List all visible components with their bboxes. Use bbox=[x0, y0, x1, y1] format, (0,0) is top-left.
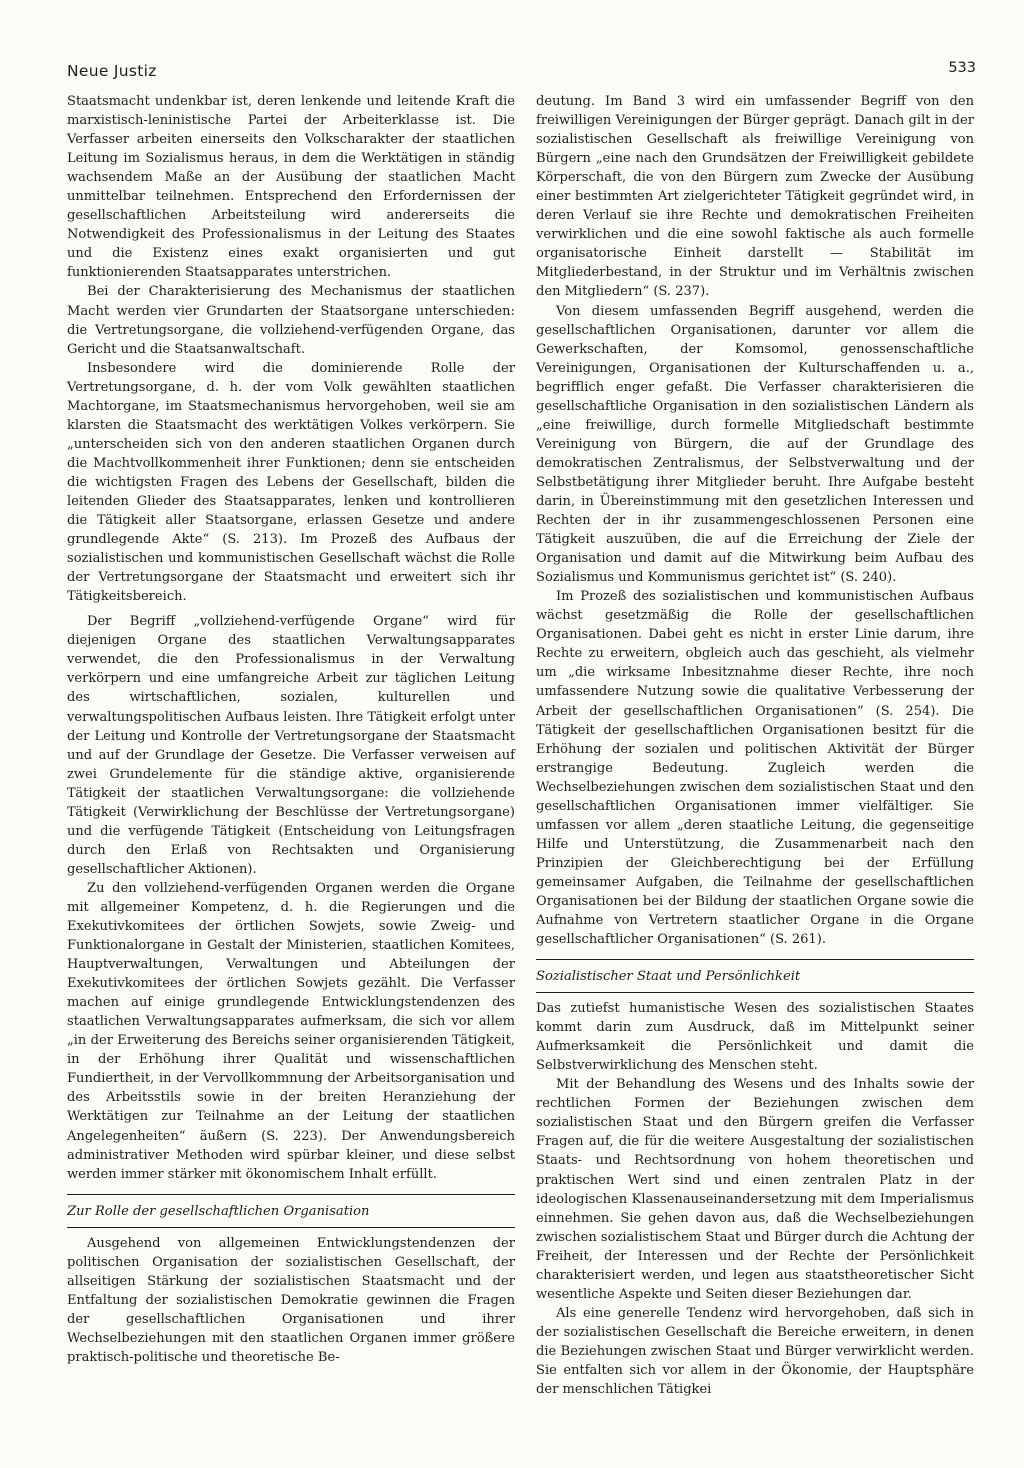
section-divider bbox=[67, 1194, 515, 1195]
paragraph: Das zutiefst humanistische Wesen des sozialistischen Staates kommt darin zum Ausdruck, daß im Mittelpunkt seiner Aufmerksamkeit die Persönlichkeit und damit die Selbstverwirklichung des Menschen steht. bbox=[536, 1001, 974, 1074]
paragraph: Der Begriff „vollziehend-verfügende Organe“ wird für diejenigen Organe des staatlichen Verwaltungsapparates verwendet, die den Professionalismus in der Verwaltung verkörpern und eine umfangreiche Arbeit zur täglichen Leitung des wirtschaftlichen, sozialen, kulturellen und verwaltungspolitischen Aufbaus leisten. Ihre Tätigkeit erfolgt unter der Leitung und Kontrolle der Vertretungsorgane der Staatsmacht und auf der Grundlage der Gesetze. Die Verfasser verweisen auf zwei Grundelemente für die ständige aktive, organisierende Tätigkeit der staatlichen Verwaltungsorgane: die vollziehende Tätigkeit (Verwirklichung der Beschlüsse der Vertretungsorgane) und die verfügende Tätigkeit (Entscheidung von Leitungsfragen durch den Erlaß von Rechtsakten und Organisierung gesellschaftlicher Aktionen). bbox=[67, 614, 515, 877]
left-column bbox=[67, 92, 515, 1367]
right-column bbox=[536, 92, 974, 1399]
section-divider bbox=[67, 1227, 515, 1228]
section-heading: Sozialistischer Staat und Persönlichkeit bbox=[536, 969, 801, 985]
paragraph: deutung. Im Band 3 wird ein umfassender Begriff von den freiwilligen Vereinigungen der Bürger geprägt. Danach gilt in der sozialistischen Gesellschaft als freiwillige Vereinigung von Bürgern „eine nach den Grundsätzen der Freiwilligkeit gebildete Körperschaft, die von den Bürgern zum Zwecke der Ausübung einer bestimmten Art zielgerichteter Tätigkeit gegründet wird, in deren Verlauf sie ihre Rechte und demokratischen Freiheiten verwirklichen und die eine sowohl faktische als auch formelle organisatorische Einheit darstellt — Stabilität im Mitgliederbestand, in der Struktur und im Verhältnis zwischen den Mitgliedern“ (S. 237). bbox=[536, 94, 974, 300]
section-divider bbox=[536, 992, 974, 993]
paragraph: Insbesondere wird die dominierende Rolle der Vertretungsorgane, d. h. der vom Volk gewählten staatlichen Machtorgane, im Staatsmechanismus hervorgehoben, weil sie am klarsten die Staatsmacht des werktätigen Volkes verkörpern. Sie „unterscheiden sich von den anderen staatlichen Organen durch die Machtvollkommenheit ihrer Funktionen; denn sie entscheiden die wichtigsten Fragen des Lebens der Gesellschaft, bilden die leitenden Glieder des Staatsapparates, lenken und kontrollieren die Tätigkeit aller Staatsorgane, erlassen Gesetze und andere grundlegende Akte“ (S. 213). Im Prozeß des Aufbaus der sozialistischen und kommunistischen Gesellschaft wächst die Rolle der Vertretungsorgane der Staatsmacht und erweitert sich ihr Tätigkeitsbereich. bbox=[67, 360, 515, 605]
journal-title: Neue Justiz bbox=[67, 62, 157, 80]
paragraph: Bei der Charakterisierung des Mechanismus der staatlichen Macht werden vier Grundarten der Staatsorgane unterschieden: die Vertretungsorgane, die vollziehend-verfügenden Organe, das Gericht und die Staatsanwaltschaft. bbox=[67, 284, 515, 357]
paragraph: Mit der Behandlung des Wesens und des Inhalts sowie der rechtlichen Formen der Beziehungen zwischen dem sozialistischen Staat und den Bürgern greifen die Verfasser Fragen auf, die für die weitere Ausgestaltung der sozialistischen Staats- und Rechtsordnung von hohem theoretischen und praktischen Wert sind und einen zentralen Platz in der ideologischen Klassenauseinandersetzung mit dem Imperialismus einnehmen. Sie gehen davon aus, daß die Wechselbeziehungen zwischen sozialistischem Staat und Bürger durch die Achtung der Freiheit, der Interessen und der Rechte der Persönlichkeit charakterisiert werden, und legen aus staatstheoretischer Sicht wesentliche Aspekte und Seiten dieser Beziehungen dar. bbox=[536, 1077, 974, 1302]
page-number: 533 bbox=[948, 60, 976, 76]
section-divider bbox=[536, 959, 974, 960]
paragraph: Im Prozeß des sozialistischen und kommunistischen Aufbaus wächst gesetzmäßig die Rolle der gesellschaftlichen Organisationen. Dabei geht es nicht in erster Linie darum, ihre Rechte zu erweitern, obgleich auch das geschieht, als vielmehr um „die wirksame Inbesitznahme dieser Rechte, ihre noch umfassendere Nutzung sowie die qualitative Verbesserung der Arbeit der gesellschaftlichen Organisationen“ (S. 254). Die Tätigkeit der gesellschaftlichen Organisationen besitzt für die Erhöhung der sozialen und politischen Aktivität der Bürger erstrangige Bedeutung. Zugleich werden die Wechselbeziehungen zwischen dem sozialistischen Staat und den gesellschaftlichen Organisationen immer vielfältiger. Sie umfassen vor allem „deren staatliche Leitung, die gegenseitige Hilfe und Unterstützung, die Zusammenarbeit nach den Prinzipien der Gleichberechtigung bei der Erfüllung gemeinsamer Aufgaben, die Teilnahme der gesellschaftlichen Organisationen bei der Bildung der staatlichen Organe sowie die Aufnahme von Vertretern staatlicher Organe in die Organe gesellschaftlicher Organisationen“ (S. 261). bbox=[536, 589, 974, 948]
paragraph: Ausgehend von allgemeinen Entwicklungstendenzen der politischen Organisation der sozialistischen Gesellschaft, der allseitigen Stärkung der sozialistischen Staatsmacht und der Entfaltung der sozialistischen Demokratie gewinnen die Fragen der gesellschaftlichen Organisationen und ihrer Wechselbeziehungen mit den staatlichen Organen immer größere praktisch-politische und theoretische Be- bbox=[67, 1235, 515, 1365]
paragraph: Als eine generelle Tendenz wird hervorgehoben, daß sich in der sozialistischen Gesellschaft die Bereiche erweitern, in denen die Beziehungen zwischen Staat und Bürger verwirklicht werden. Sie entfalten sich vor allem in der Ökonomie, der Hauptsphäre der menschlichen Tätigkei bbox=[536, 1305, 974, 1398]
section-heading: Zur Rolle der gesellschaftlichen Organisation bbox=[67, 1203, 370, 1219]
paragraph: Staatsmacht undenkbar ist, deren lenkende und leitende Kraft die marxistisch-leninistische Partei der Arbeiterklasse ist. Die Verfasser arbeiten einerseits den Volkscharakter der staatlichen Leitung im Sozialismus heraus, in dem die Werktätigen in ständig wachsendem Maße an der Ausübung der staatlichen Macht unmittelbar teilnehmen. Entsprechend den Erfordernissen der gesellschaftlichen Arbeitsteilung wird andererseits die Notwendigkeit des Professionalismus in der Leitung des Staates und die Existenz eines exakt organisierten und gut funktionierenden Staatsapparates unterstrichen. bbox=[67, 94, 515, 281]
paragraph: Von diesem umfassenden Begriff ausgehend, werden die gesellschaftlichen Organisationen, darunter vor allem die Gewerkschaften, der Komsomol, genossenschaftliche Vereinigungen, Organisationen der Kulturschaffenden u. a., begrifflich enger gefaßt. Die Verfasser charakterisieren die gesellschaftliche Organisation in den sozialistischen Ländern als „eine freiwillige, durch formelle Mitgliedschaft bestimmte Vereinigung von Bürgern, die auf der Grundlage des demokratischen Zentralismus, der Selbstverwaltung und der Selbstbetätigung ihrer Mitglieder beruht. Ihre Aufgabe besteht darin, in Übereinstimmung mit den gesetzlichen Interessen und Rechten der in ihr zusammengeschlossenen Personen eine Tätigkeit auszuüben, die auf die Erreichung der Ziele der Organisation und damit auf die Mitwirkung beim Aufbau des Sozialismus und Kommunismus gerichtet ist“ (S. 240). bbox=[536, 303, 974, 586]
paragraph: Zu den vollziehend-verfügenden Organen werden die Organe mit allgemeiner Kompetenz, d. h. die Regierungen und die Exekutivkomitees der örtlichen Sowjets, sowie Zweig- und Funktionalorgane in Gestalt der Ministerien, staatlichen Komitees, Hauptverwaltungen, Verwaltungen und Abteilungen der Exekutivkomitees der örtlichen Sowjets gezählt. Die Verfasser machen auf einige grundlegende Entwicklungstendenzen des staatlichen Verwaltungsapparates aufmerksam, die sich vor allem „in der Erweiterung des Bereichs seiner organisierenden Tätigkeit, in der Erhöhung ihrer Qualität und wissenschaftlichen Fundiertheit, in der Vervollkommnung der Arbeitsorganisation und des Arbeitsstils sowie in der breiten Heranziehung der Werktätigen zur Teilnahme an der Leitung der staatlichen Angelegenheiten“ äußern (S. 223). Der Anwendungsbereich administrativer Methoden wird spürbar kleiner, und diese selbst werden immer stärker mit ökonomischem Inhalt erfüllt. bbox=[67, 880, 515, 1182]
